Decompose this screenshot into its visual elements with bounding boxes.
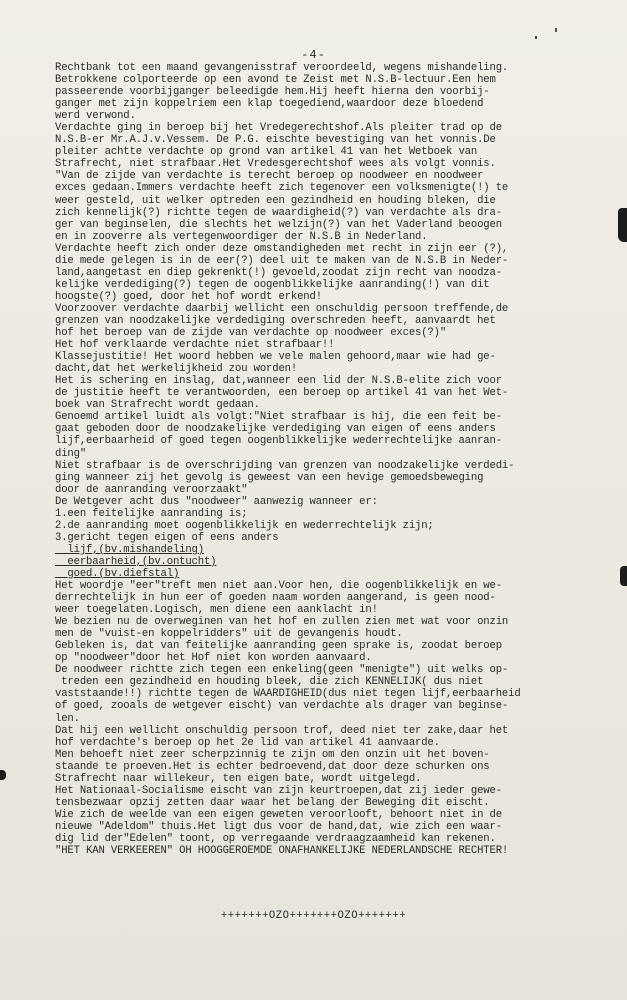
- text-line: "HET KAN VERKEEREN" OH HOOGGEROEMDE ONAFHANKELIJKE NEDERLANDSCHE RECHTER!: [55, 845, 509, 858]
- text-line: derrechtelijk in hun eer of goeden naam worden aangerand, is geen nood-: [55, 592, 496, 605]
- text-line: passeerende voorbijganger beleedigde hem.Hij heeft hierna den voorbij-: [55, 86, 490, 99]
- ink-speck: [535, 36, 537, 39]
- text-line: werd verwond.: [55, 110, 136, 123]
- text-line: Verdachte ging in beroep bij het Vredegerechtshof.Als pleiter trad op de: [55, 122, 502, 135]
- text-line: "Van de zijde van verdachte is terecht beroep op noodweer en noodweer: [55, 170, 484, 183]
- typed-text-body: [55, 62, 595, 857]
- text-line: 1.een feitelijke aanranding is;: [55, 507, 248, 520]
- text-line: ding": [55, 447, 87, 460]
- text-line: men de "vuist-en koppelridders" uit de gevangenis houdt.: [55, 628, 403, 641]
- text-line: ging wanneer zij het gevolg is geweest van een hevige gemoedsbeweging: [55, 471, 484, 484]
- text-line: ger van beginselen, die slechts het welzijn(?) van het Vaderland beoogen: [55, 218, 502, 231]
- text-line: Het Nationaal-Socialisme eischt van zijn keurtroepen,dat zij ieder gewe-: [55, 784, 502, 797]
- text-line: Niet strafbaar is de overschrijding van grenzen van noodzakelijke verdedi-: [55, 459, 515, 472]
- hole-punch-mark: [618, 208, 627, 242]
- text-line: op "noodweer"door het Hof niet kon worden aanvaard.: [55, 652, 372, 665]
- text-line: kelijke verdediging(?) tegen de oogenblikkelijke aanranding(!) van dit: [55, 278, 490, 291]
- text-line: boek van Strafrecht wordt gedaan.: [55, 399, 260, 412]
- text-line: goed.(bv.diefstal): [55, 567, 180, 580]
- text-line: N.S.B-er Mr.A.J.v.Vessem. De P.G. eischte bevestiging van het vonnis.De: [55, 134, 496, 147]
- text-line: tensbezwaar opzij zetten daar waar het belang der Beweging dit eischt.: [55, 796, 490, 809]
- text-line: Betrokkene colporteerde op een avond te Zeist met N.S.B-lectuur.Een hem: [55, 74, 496, 87]
- text-line: len.: [55, 712, 80, 725]
- text-line: die mede gelegen is in de eer(?) deel uit te maken van de N.S.B in Neder-: [55, 254, 509, 267]
- text-line: land,aangetast en diep gekrenkt(!) gevoeld,zoodat zijn recht van noodza-: [55, 266, 502, 279]
- text-line: 3.gericht tegen eigen of eens anders: [55, 531, 279, 544]
- text-line: dig lid der"Edelen" toont, op verregaande verdraagzaamheid kan rekenen.: [55, 833, 496, 845]
- text-line: Voorzoover verdachte daarbij wellicht een onschuldig persoon treffende,de: [55, 302, 509, 315]
- text-line: Het woordje "eer"treft men niet aan.Voor hen, die oogenblikkelijk en we-: [55, 580, 502, 593]
- text-line: lijf,(bv.mishandeling): [55, 543, 204, 556]
- page-number: -4-: [301, 48, 326, 62]
- text-line: Men behoeft niet zeer scherpzinnig te zijn om den onzin uit het boven-: [55, 748, 490, 761]
- text-line: zich kennelijk(?) richtte tegen de waardigheid(?) van verdachte als dra-: [55, 206, 502, 219]
- text-line: De Wetgever acht dus "noodweer" aanwezig wanneer er:: [55, 495, 378, 508]
- text-line: 2.de aanranding moet oogenblikkelijk en wederrechtelijk zijn;: [55, 519, 434, 532]
- text-line: ganger met zijn koppelriem een klap toegediend,waardoor deze bloedend: [55, 98, 484, 111]
- hole-punch-mark: [0, 770, 6, 780]
- text-line: weer toegelaten.Logisch, men diene een aanklacht in!: [55, 604, 378, 617]
- ink-speck: [555, 28, 557, 32]
- text-line: Dat hij een wellicht onschuldig persoon trof, deed niet ter zake,daar het: [55, 724, 509, 737]
- text-line: lijf,eerbaarheid of goed tegen oogenblikkelijke wederrechtelijke aanran-: [55, 435, 502, 448]
- text-line: pleiter achtte verdachte op grond van artikel 41 van het Wetboek van: [55, 146, 478, 159]
- text-line: exces gedaan.Immers verdachte heeft zich tegenover een volksmenigte(!) te: [55, 182, 509, 195]
- text-line: Rechtbank tot een maand gevangenisstraf veroordeeld, wegens mishandeling.: [55, 62, 509, 74]
- text-line: of goed, zooals de wetgever eischt) van verdachte als drager van beginse-: [55, 700, 509, 713]
- text-line: staande te proeven.Het is echter bedroevend,dat door deze schurken ons: [55, 760, 490, 773]
- text-line: Strafrecht, niet strafbaar.Het Vredesgerechtshof wees als volgt vonnis.: [55, 158, 496, 171]
- hole-punch-mark: [620, 566, 627, 586]
- text-line: grenzen van noodzakelijke verdediging overschreden heeft, aanvaardt het: [55, 314, 496, 327]
- text-line: gaat geboden door de noodzakelijke verdediging van eigen of eens anders: [55, 423, 496, 436]
- text-line: door de aanranding veroorzaakt": [55, 483, 248, 496]
- text-line: Gebleken is, dat van feitelijke aanranding geen sprake is, zoodat beroep: [55, 640, 502, 653]
- text-line: hof verdachte's beroep op het 2e lid van artikel 41 aanvaarde.: [55, 736, 440, 749]
- text-line: Wie zich de weelde van een eigen geweten veroorlooft, behoort niet in de: [55, 808, 502, 821]
- footer-separator: +++++++OZO+++++++OZO+++++++: [220, 910, 407, 922]
- text-line: dacht,dat het werkelijkheid zou worden!: [55, 363, 298, 376]
- text-line: treden een gezindheid en houding bleek, die zich KENNELIJK( dus niet: [55, 676, 484, 689]
- text-line: hof het beroep van de zijde van verdachte op noodweer exces(?)": [55, 327, 447, 340]
- text-line: Klassejustitie! Het woord hebben we vele malen gehoord,maar wie had ge-: [55, 351, 496, 364]
- text-line: en in zooverre als vertegenwoordiger der N.S.B in Nederland.: [55, 230, 428, 243]
- text-line: De noodweer richtte zich tegen een enkeling(geen "menigte") uit welks op-: [55, 664, 509, 677]
- text-line: eerbaarheid,(bv.ontucht): [55, 555, 217, 568]
- text-line: de justitie heeft te verantwoorden, een beroep op artikel 41 van het Wet-: [55, 387, 509, 400]
- text-line: Het hof verklaarde verdachte niet strafbaar!!: [55, 339, 335, 352]
- text-line: Genoemd artikel luidt als volgt:"Niet strafbaar is hij, die een feit be-: [55, 411, 502, 424]
- text-line: weer gesteld, uit welker optreden een gezindheid en houding bleken, die: [55, 194, 496, 207]
- text-line: hoogste(?) goed, door het hof wordt erkend!: [55, 290, 322, 303]
- text-line: Strafrecht naar willekeur, ten eigen bate, wordt uitgelegd.: [55, 772, 422, 785]
- text-line: nieuwe "Adeldom" thuis.Het ligt dus voor de hand,dat, wie zich een waar-: [55, 820, 502, 833]
- text-line: vaststaande!!) richtte tegen de WAARDIGHEID(dus niet tegen lijf,eerbaarheid: [55, 688, 521, 701]
- text-line: Verdachte heeft zich onder deze omstandigheden met recht in zijn eer (?),: [55, 242, 509, 255]
- text-line: Het is schering en inslag, dat,wanneer een lid der N.S.B-elite zich voor: [55, 375, 502, 388]
- text-line: We bezien nu de overweginen van het hof en zullen zien met wat voor onzin: [55, 616, 509, 629]
